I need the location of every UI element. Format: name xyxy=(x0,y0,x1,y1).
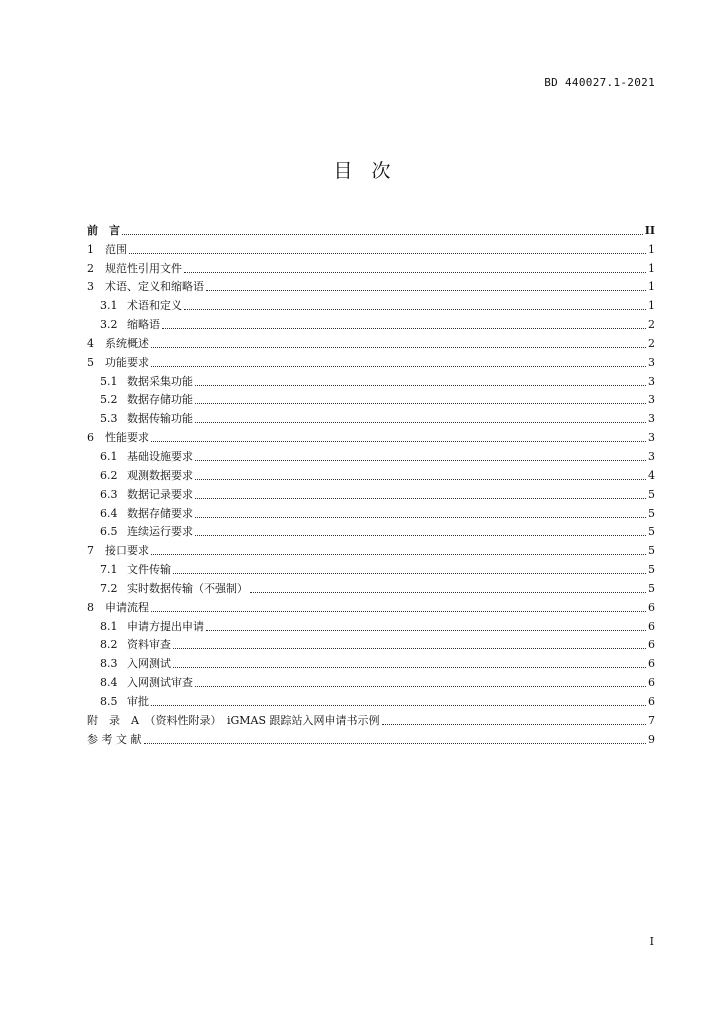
toc-entry[interactable] xyxy=(87,615,655,634)
dot-leader xyxy=(129,253,646,254)
toc-entry-label: 缩略语 xyxy=(127,318,160,332)
toc-entry-number: 8 xyxy=(87,600,94,614)
toc-entry[interactable] xyxy=(87,332,655,351)
toc-entry-page: 5 xyxy=(648,487,655,501)
toc-entry-label: 术语和定义 xyxy=(127,299,182,313)
toc-entry-label: 实时数据传输（不强制） xyxy=(127,581,248,595)
dot-leader xyxy=(151,347,646,348)
toc-entry-number: 6.2 xyxy=(100,468,118,482)
toc-entry-number: 6.4 xyxy=(100,506,118,520)
toc-entry-number: 8.1 xyxy=(100,619,118,633)
dot-leader xyxy=(173,573,646,574)
dot-leader xyxy=(195,422,646,423)
toc-entry-page: 6 xyxy=(648,676,655,690)
toc-entry-page: 7 xyxy=(648,713,655,727)
toc-entry[interactable] xyxy=(87,502,655,521)
dot-leader xyxy=(195,498,646,499)
toc-entry-label: 系统概述 xyxy=(105,336,149,350)
toc-entry-number: 6 xyxy=(87,431,94,445)
dot-leader xyxy=(173,648,646,649)
toc-entry[interactable] xyxy=(87,351,655,370)
toc-entry[interactable] xyxy=(87,558,655,577)
toc-entry[interactable] xyxy=(87,483,655,502)
document-code: BD 440027.1-2021 xyxy=(544,76,655,89)
toc-entry-page: 6 xyxy=(648,694,655,708)
dot-leader xyxy=(206,630,646,631)
toc-entry-number: 8.5 xyxy=(100,694,118,708)
dot-leader xyxy=(144,743,647,744)
dot-leader xyxy=(151,611,646,612)
toc-entry-label: 附 录 A （资料性附录） iGMAS 跟踪站入网申请书示例 xyxy=(87,713,380,727)
toc-entry[interactable] xyxy=(87,709,655,728)
dot-leader xyxy=(195,479,646,480)
toc-entry-page: 2 xyxy=(648,336,655,350)
toc-entry-page: 5 xyxy=(648,525,655,539)
toc-entry-label: 性能要求 xyxy=(105,431,149,445)
toc-entry-label: 数据存储要求 xyxy=(127,506,193,520)
toc-entry-page: 5 xyxy=(648,544,655,558)
toc-entry-number: 5.3 xyxy=(100,412,118,426)
dot-leader xyxy=(184,272,646,273)
toc-entry[interactable] xyxy=(87,577,655,596)
toc-entry-number: 4 xyxy=(87,336,94,350)
toc-entry-label: 观测数据要求 xyxy=(127,468,193,482)
dot-leader xyxy=(250,592,646,593)
dot-leader xyxy=(151,705,646,706)
dot-leader xyxy=(382,724,647,725)
toc-entry-number: 3.1 xyxy=(100,299,118,313)
toc-entry-label: 审批 xyxy=(127,694,149,708)
toc-entry[interactable] xyxy=(87,634,655,653)
toc-entry-page: 3 xyxy=(648,449,655,463)
toc-entry-page: 6 xyxy=(648,600,655,614)
toc-entry[interactable] xyxy=(87,219,655,238)
toc-entry-label: 数据采集功能 xyxy=(127,374,193,388)
toc-entry[interactable] xyxy=(87,539,655,558)
toc-entry-number: 3 xyxy=(87,280,94,294)
toc-entry-number: 7 xyxy=(87,544,94,558)
toc-entry-number: 2 xyxy=(87,261,94,275)
toc-entry[interactable] xyxy=(87,313,655,332)
toc-entry-page: 3 xyxy=(648,393,655,407)
toc-entry-label: 范围 xyxy=(105,242,127,256)
dot-leader xyxy=(184,309,646,310)
toc-entry-page: 3 xyxy=(648,431,655,445)
toc-entry-label: 资料审查 xyxy=(127,638,171,652)
toc-entry-number: 8.3 xyxy=(100,657,118,671)
page-number: I xyxy=(649,935,654,948)
dot-leader xyxy=(195,460,646,461)
toc-entry-page: 3 xyxy=(648,374,655,388)
toc-entry-number: 8.2 xyxy=(100,638,118,652)
toc-entry[interactable] xyxy=(87,238,655,257)
toc-entry-number: 3.2 xyxy=(100,318,118,332)
toc-entry-number: 1 xyxy=(87,242,94,256)
toc-entry-number: 5.1 xyxy=(100,374,118,388)
toc-entry[interactable] xyxy=(87,370,655,389)
toc-entry[interactable] xyxy=(87,426,655,445)
toc-entry[interactable] xyxy=(87,596,655,615)
toc-entry-label: 入网测试 xyxy=(127,657,171,671)
toc-entry-label: 入网测试审查 xyxy=(127,676,193,690)
toc-entry-number: 6.3 xyxy=(100,487,118,501)
toc-entry-label: 接口要求 xyxy=(105,544,149,558)
toc-entry-number: 5 xyxy=(87,355,94,369)
toc-entry-label: 术语、定义和缩略语 xyxy=(105,280,204,294)
dot-leader xyxy=(173,667,646,668)
toc-entry[interactable] xyxy=(87,652,655,671)
toc-entry-page: 6 xyxy=(648,638,655,652)
toc-entry-label: 参 考 文 献 xyxy=(87,732,142,746)
toc-entry-label: 功能要求 xyxy=(105,355,149,369)
dot-leader xyxy=(206,290,646,291)
toc-entry-number: 5.2 xyxy=(100,393,118,407)
toc-entry-page: 6 xyxy=(648,619,655,633)
toc-entry-page: 1 xyxy=(648,261,655,275)
toc-entry-page: 3 xyxy=(648,355,655,369)
toc-entry-label: 基础设施要求 xyxy=(127,449,193,463)
toc-entry[interactable] xyxy=(87,521,655,540)
toc-entry[interactable] xyxy=(87,276,655,295)
dot-leader xyxy=(151,554,646,555)
toc-entry[interactable] xyxy=(87,294,655,313)
toc-entry[interactable] xyxy=(87,407,655,426)
toc-entry-page: 5 xyxy=(648,506,655,520)
toc-entry-label: 申请流程 xyxy=(105,600,149,614)
toc-entry-page: 5 xyxy=(648,563,655,577)
toc-entry-number: 7.1 xyxy=(100,563,118,577)
toc-entry[interactable] xyxy=(87,257,655,276)
toc-entry-label: 数据存储功能 xyxy=(127,393,193,407)
toc-entry-page: 2 xyxy=(648,318,655,332)
toc-entry-label: 申请方提出申请 xyxy=(127,619,204,633)
toc-entry-page: 5 xyxy=(648,581,655,595)
toc-entry-page: 4 xyxy=(648,468,655,482)
toc-entry[interactable] xyxy=(87,389,655,408)
dot-leader xyxy=(151,366,646,367)
toc-entry-label: 数据记录要求 xyxy=(127,487,193,501)
toc-entry-label: 文件传输 xyxy=(127,563,171,577)
toc-entry[interactable] xyxy=(87,445,655,464)
toc-entry-page: 1 xyxy=(648,280,655,294)
toc-entry-page: II xyxy=(644,223,655,237)
toc-entry-page: 6 xyxy=(648,657,655,671)
dot-leader xyxy=(195,385,646,386)
toc-entry-number: 6.1 xyxy=(100,449,118,463)
toc-entry[interactable] xyxy=(87,690,655,709)
table-of-contents xyxy=(87,219,655,747)
toc-entry-page: 3 xyxy=(648,412,655,426)
toc-entry-number: 8.4 xyxy=(100,676,118,690)
dot-leader xyxy=(195,403,646,404)
page-title: 目 次 xyxy=(333,160,391,182)
toc-entry-label: 规范性引用文件 xyxy=(105,261,182,275)
toc-entry-number: 7.2 xyxy=(100,581,118,595)
toc-entry-label: 连续运行要求 xyxy=(127,525,193,539)
dot-leader xyxy=(195,517,646,518)
toc-entry-page: 9 xyxy=(648,732,655,746)
dot-leader xyxy=(122,234,643,235)
toc-entry[interactable] xyxy=(87,728,655,747)
dot-leader xyxy=(195,535,646,536)
toc-entry[interactable] xyxy=(87,671,655,690)
dot-leader xyxy=(162,328,646,329)
toc-entry-label: 数据传输功能 xyxy=(127,412,193,426)
dot-leader xyxy=(151,441,646,442)
dot-leader xyxy=(195,686,646,687)
toc-entry-page: 1 xyxy=(648,299,655,313)
toc-entry-page: 1 xyxy=(648,242,655,256)
toc-entry[interactable] xyxy=(87,464,655,483)
toc-entry-number: 6.5 xyxy=(100,525,118,539)
toc-entry-label: 前 言 xyxy=(87,223,120,237)
